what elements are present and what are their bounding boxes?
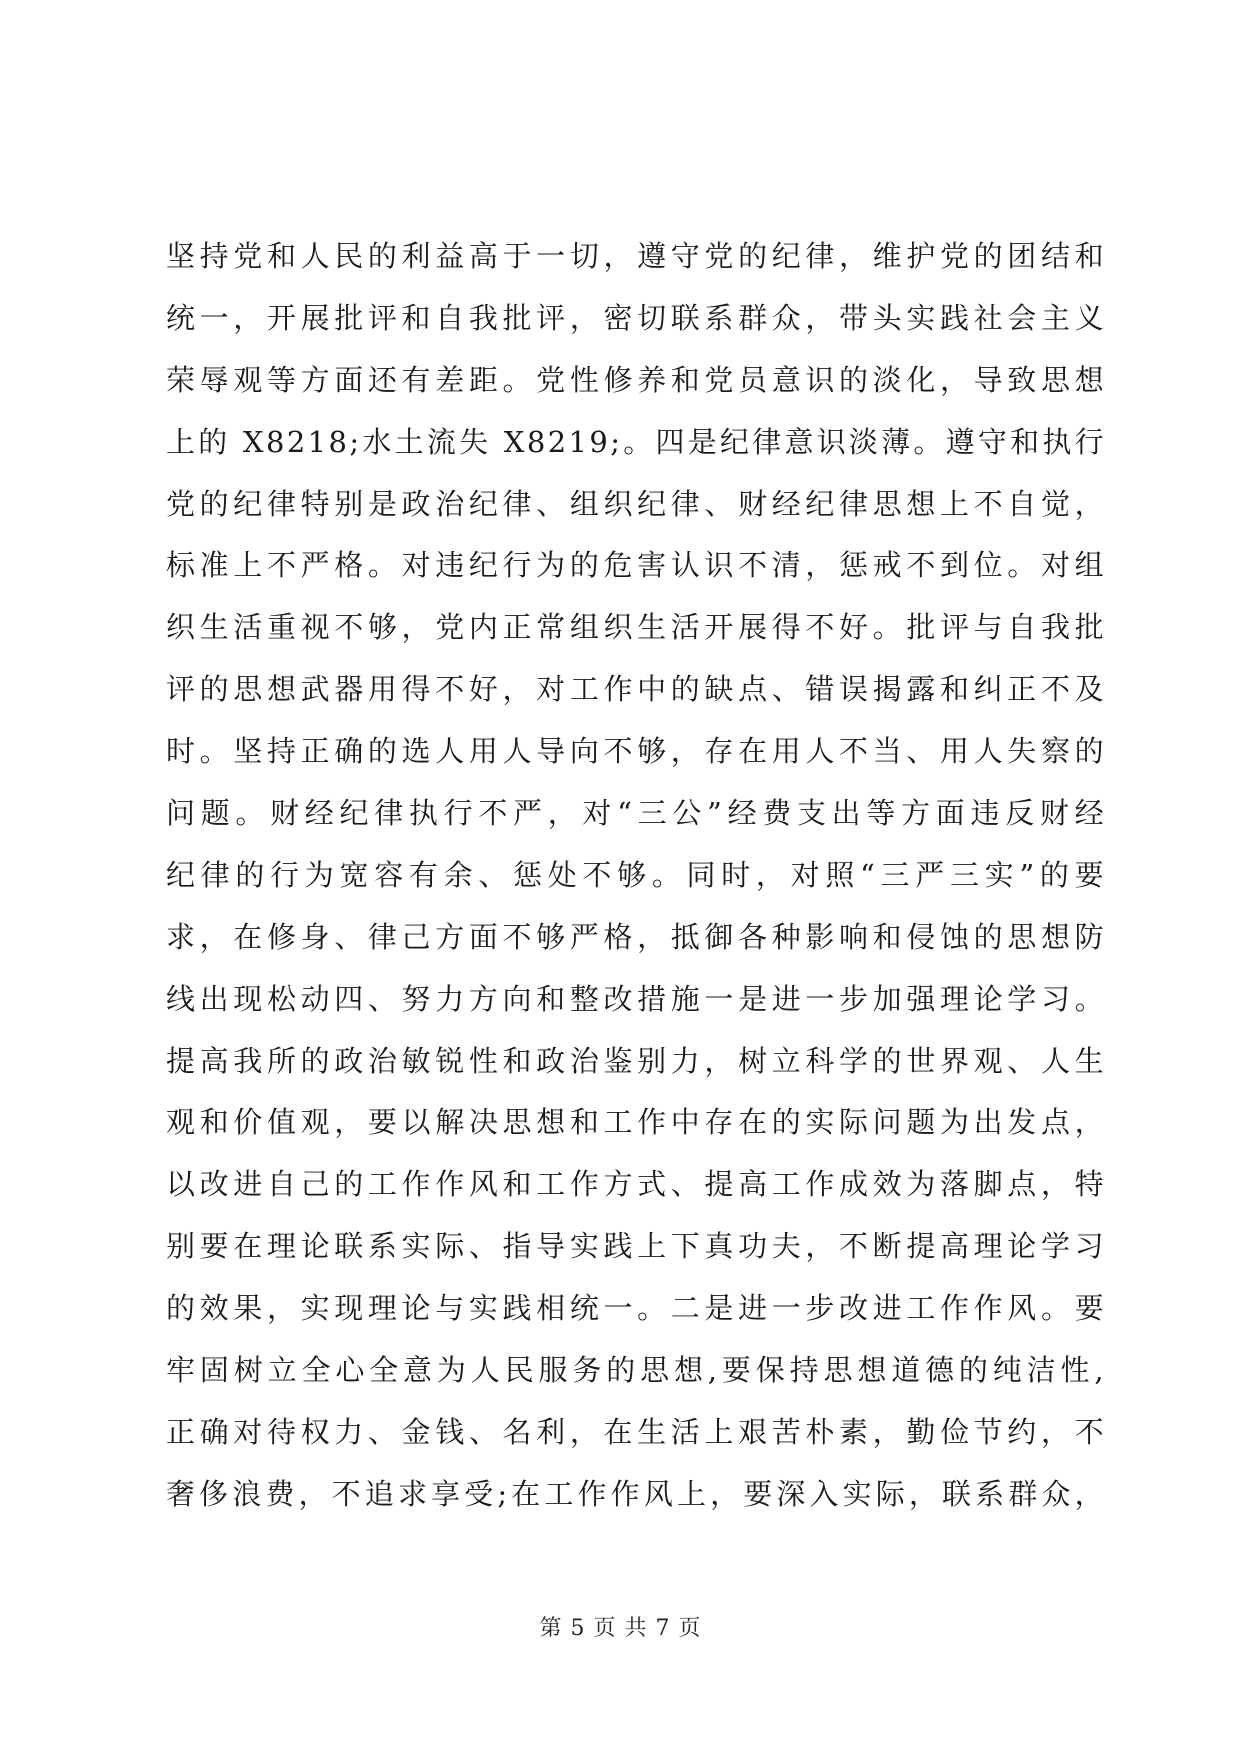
text-line: 别要在理论联系实际、指导实践上下真功夫，不断提高理论学习 [166,1229,1106,1264]
text-line: 织生活重视不够，党内正常组织生活开展得不好。批评与自我批 [166,610,1106,645]
body-text [166,226,1106,1526]
text-line: 线出现松动四、努力方向和整改措施一是进一步加强理论学习。 [166,981,1106,1016]
text-line: 以改进自己的工作作风和工作方式、提高工作成效为落脚点，特 [166,1167,1106,1202]
text-line: 正确对待权力、金钱、名利，在生活上艰苦朴素，勤俭节约，不 [166,1414,1106,1449]
text-line: 上的 X8218;水土流失 X8219;。四是纪律意识淡薄。遵守和执行 [166,424,1106,459]
text-line: 党的纪律特别是政治纪律、组织纪律、财经纪律思想上不自觉， [166,486,1106,521]
text-line: 坚持党和人民的利益高于一切，遵守党的纪律，维护党的团结和 [166,239,1106,273]
text-line: 求，在修身、律己方面不够严格，抵御各种影响和侵蚀的思想防 [166,919,1106,954]
text-line: 纪律的行为宽容有余、惩处不够。同时，对照“三严三实”的要 [166,857,1106,892]
text-line: 的效果，实现理论与实践相统一。二是进一步改进工作作风。要 [166,1291,1106,1326]
text-line: 提高我所的政治敏锐性和政治鉴别力，树立科学的世界观、人生 [166,1043,1106,1078]
text-line: 观和价值观，要以解决思想和工作中存在的实际问题为出发点， [166,1105,1106,1140]
text-line: 问题。财经纪律执行不严，对“三公”经费支出等方面违反财经 [166,796,1106,831]
page-number-footer: 第 5 页 共 7 页 [539,1616,702,1641]
text-line: 标准上不严格。对违纪行为的危害认识不清，惩戒不到位。对组 [166,548,1106,583]
text-line: 荣辱观等方面还有差距。党性修养和党员意识的淡化，导致思想 [166,362,1106,397]
text-line: 牢固树立全心全意为人民服务的思想,要保持思想道德的纯洁性, [166,1353,1106,1388]
text-line: 评的思想武器用得不好，对工作中的缺点、错误揭露和纠正不及 [166,672,1106,707]
text-line: 统一，开展批评和自我批评，密切联系群众，带头实践社会主义 [166,300,1106,335]
text-line: 时。坚持正确的选人用人导向不够，存在用人不当、用人失察的 [166,734,1106,769]
text-line: 奢侈浪费，不追求享受;在工作作风上，要深入实际，联系群众， [166,1476,1106,1511]
